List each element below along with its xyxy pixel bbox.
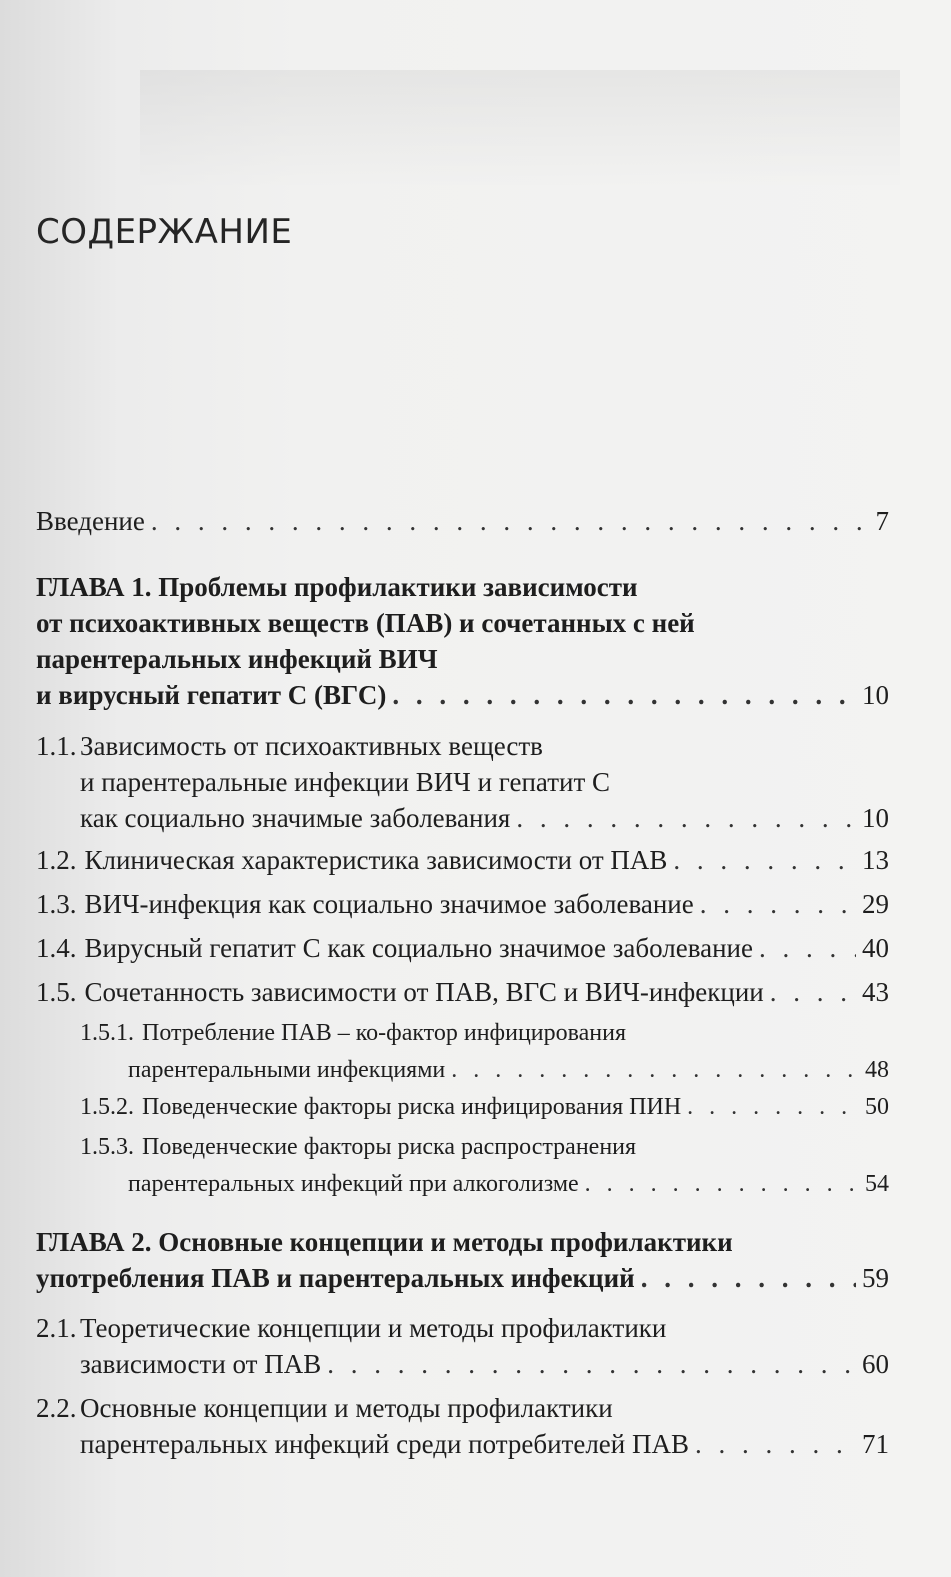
toc-entry-1-5-1	[0, 1016, 951, 1090]
section-title-line: Зависимость от психоактивных веществ	[80, 731, 543, 761]
toc-title: Введение	[36, 506, 145, 536]
leader-dots	[687, 1090, 859, 1124]
subsection-title-line: парентеральных инфекций при алкоголизме	[128, 1171, 579, 1197]
page-number: 7	[875, 506, 889, 536]
chapter-title-line: и вирусный гепатит С (ВГС)	[36, 680, 387, 710]
chapter-title-line: ГЛАВА 1. Проблемы профилактики зависимости	[36, 572, 638, 602]
page-number: 59	[862, 1263, 889, 1293]
page-number: 48	[865, 1057, 889, 1083]
section-title-line: Теоретические концепции и методы профилактики	[80, 1313, 667, 1343]
subsection-number: 1.5.3.	[80, 1134, 134, 1160]
toc-entry-chapter-2	[0, 1224, 951, 1296]
leader-dots	[585, 1167, 859, 1201]
page-number: 43	[862, 977, 889, 1007]
page-number: 29	[862, 889, 889, 919]
subsection-number: 1.5.2.	[80, 1094, 134, 1120]
section-number: 1.4.	[36, 933, 77, 963]
subsection-title-line: Поведенческие факторы риска распространения	[142, 1134, 637, 1160]
toc-entry-1-5	[0, 974, 951, 1010]
toc-entry-2-2	[0, 1390, 951, 1462]
section-title: Вирусный гепатит С как социально значимое заболевание	[84, 933, 753, 963]
toc-entry-2-1	[0, 1310, 951, 1382]
leader-dots	[641, 1260, 856, 1296]
leader-dots	[327, 1346, 856, 1382]
toc-entry-1-5-2	[0, 1090, 951, 1127]
chapter-title-line: употребления ПАВ и парентеральных инфекций	[36, 1263, 635, 1293]
bleed-through-shadow	[140, 70, 900, 190]
toc-entry-1-1	[0, 728, 951, 836]
page-number: 71	[862, 1429, 889, 1459]
leader-dots	[695, 1426, 856, 1462]
page-number: 13	[862, 845, 889, 875]
subsection-title-line: Потребление ПАВ – ко-фактор инфицирования	[142, 1020, 627, 1046]
chapter-title-line: ГЛАВА 2. Основные концепции и методы профилактики	[36, 1227, 733, 1257]
chapter-title-line: от психоактивных веществ (ПАВ) и сочетанных с ней	[36, 608, 695, 638]
subsection-title: Поведенческие факторы риска инфицирования ПИН	[142, 1094, 682, 1120]
leader-dots	[451, 1053, 859, 1087]
section-title-line: как социально значимые заболевания	[80, 803, 511, 833]
page-number: 40	[862, 933, 889, 963]
section-number: 1.5.	[36, 977, 77, 1007]
leader-dots	[770, 974, 856, 1010]
chapter-title-line: парентеральных инфекций ВИЧ	[36, 644, 438, 674]
page-number: 60	[862, 1349, 889, 1379]
toc-entry-1-5-3	[0, 1130, 951, 1204]
section-title: ВИЧ-инфекция как социально значимое заболевание	[84, 889, 694, 919]
section-title-line: зависимости от ПАВ	[80, 1349, 322, 1379]
subsection-number: 1.5.1.	[80, 1020, 134, 1046]
section-title: Сочетанность зависимости от ПАВ, ВГС и ВИЧ-инфекции	[84, 977, 764, 1007]
toc-entry-1-2	[0, 842, 951, 878]
section-number: 1.3.	[36, 889, 77, 919]
leader-dots	[516, 800, 856, 836]
section-number: 2.2.	[36, 1393, 77, 1423]
page-number: 54	[865, 1171, 889, 1197]
page-number: 10	[862, 680, 889, 710]
section-title: Клиническая характеристика зависимости от ПАВ	[84, 845, 668, 875]
toc-entry-1-3	[0, 886, 951, 922]
section-title-line: и парентеральные инфекции ВИЧ и гепатит С	[80, 767, 611, 797]
page-number: 10	[862, 803, 889, 833]
subsection-title-line: парентеральными инфекциями	[128, 1057, 446, 1083]
section-number: 1.1.	[36, 731, 77, 761]
toc-entry-chapter-1	[0, 569, 951, 713]
section-title-line: парентеральных инфекций среди потребителей ПАВ	[80, 1429, 689, 1459]
leader-dots	[673, 842, 856, 878]
toc-entry-1-4	[0, 930, 951, 966]
section-number: 1.2.	[36, 845, 77, 875]
leader-dots	[700, 886, 856, 922]
section-number: 2.1.	[36, 1313, 77, 1343]
leader-dots	[392, 677, 856, 713]
section-title-line: Основные концепции и методы профилактики	[80, 1393, 613, 1423]
page-title: СОДЕРЖАНИЕ	[36, 212, 293, 252]
leader-dots	[759, 930, 856, 966]
leader-dots	[151, 503, 870, 539]
toc-entry-intro	[0, 503, 951, 539]
page-number: 50	[865, 1094, 889, 1120]
